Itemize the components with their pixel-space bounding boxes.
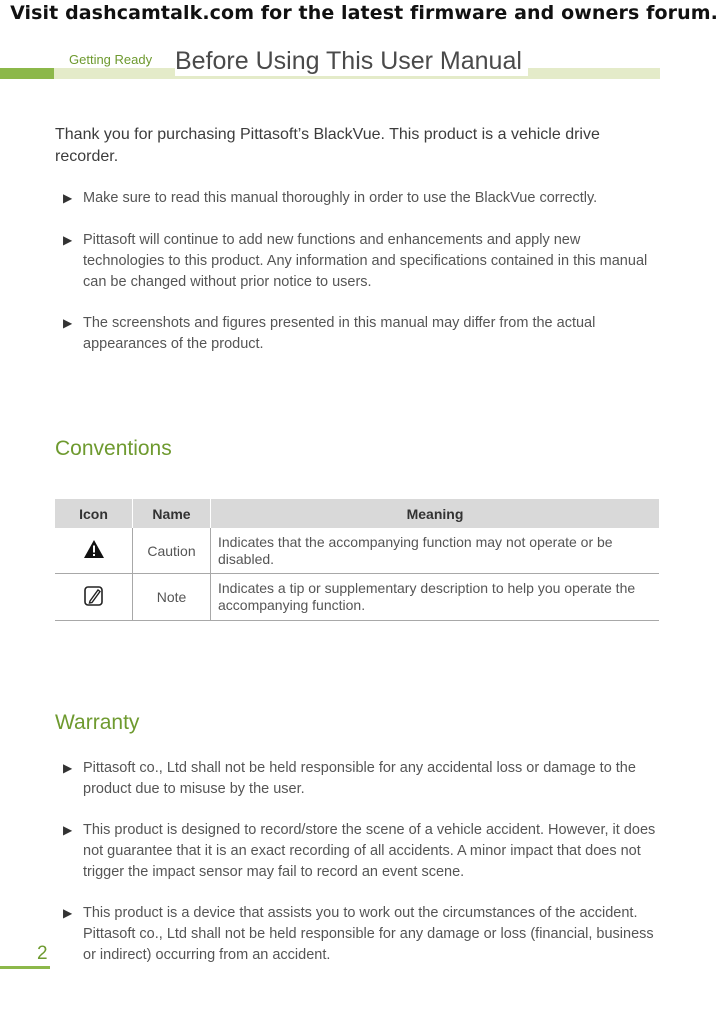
conventions-table <box>55 499 659 621</box>
bullet-text: Make sure to read this manual thoroughly in order to use the BlackVue correctly. <box>83 190 598 206</box>
intro-paragraph: Thank you for purchasing Pittasoft’s BlackVue. This product is a vehicle drive recorder. <box>55 126 600 165</box>
table-header-row <box>55 499 659 528</box>
header-accent-bar <box>0 68 54 79</box>
column-header-icon: Icon <box>55 499 133 528</box>
warranty-heading: Warranty <box>55 711 140 734</box>
bullet-arrow-icon: ▶ <box>63 761 73 775</box>
bullet-text: Pittasoft co., Ltd shall not be held responsible for any accidental loss or damage to the product due to misuse by the user. <box>83 760 636 797</box>
site-banner: Visit dashcamtalk.com for the latest firmware and owners forum. <box>10 2 718 24</box>
intro-bullet-list <box>60 188 660 355</box>
table-cell-name: Caution <box>133 528 211 574</box>
bullet-arrow-icon: ▶ <box>63 906 73 920</box>
bullet-text: Pittasoft will continue to add new functions and enhancements and apply new technologies to this product. Any information and specifications contained in this manual can be changed without prior notice to users. <box>83 232 648 290</box>
list-item <box>60 188 660 209</box>
bullet-arrow-icon: ▶ <box>63 316 73 330</box>
bullet-text: This product is a device that assists you to work out the circumstances of the accident. Pittasoft co., Ltd shall not be held responsible for any damage or loss (financial, business or indirect) occurring from an accident. <box>83 905 654 963</box>
table-cell-icon <box>55 528 133 574</box>
table-cell-icon <box>55 574 133 621</box>
table-row <box>55 574 659 621</box>
page-number-rule <box>0 966 50 969</box>
warranty-bullet-list <box>60 758 660 966</box>
list-item <box>60 230 660 293</box>
list-item <box>60 758 660 800</box>
bullet-text: The screenshots and figures presented in this manual may differ from the actual appearances of the product. <box>83 315 596 352</box>
caution-triangle-icon <box>83 539 105 559</box>
conventions-heading: Conventions <box>55 437 172 460</box>
section-tag: Getting Ready <box>69 52 153 67</box>
column-header-meaning: Meaning <box>211 499 660 528</box>
table-cell-name: Note <box>133 574 211 621</box>
list-item <box>60 313 660 355</box>
list-item <box>60 903 660 966</box>
note-pencil-icon <box>83 585 105 607</box>
page-number: 2 <box>37 943 48 964</box>
column-header-name: Name <box>133 499 211 528</box>
table-cell-meaning: Indicates that the accompanying function may not operate or be disabled. <box>211 528 660 574</box>
bullet-arrow-icon: ▶ <box>63 823 73 837</box>
bullet-arrow-icon: ▶ <box>63 191 73 205</box>
bullet-arrow-icon: ▶ <box>63 233 73 247</box>
list-item <box>60 820 660 883</box>
table-cell-meaning: Indicates a tip or supplementary description to help you operate the accompanying function. <box>211 574 660 621</box>
bullet-text: This product is designed to record/store the scene of a vehicle accident. However, it does not guarantee that it is an exact recording of all accidents. A minor impact that does not trigger the impact sensor may fail to record an event scene. <box>83 822 656 880</box>
page-title: Before Using This User Manual <box>175 47 528 76</box>
table-row <box>55 528 659 574</box>
